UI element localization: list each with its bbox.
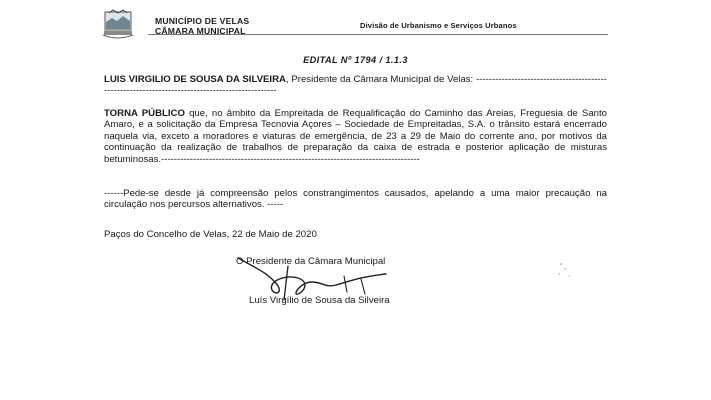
- signatory-name: Luís Virgílio de Sousa da Silveira: [249, 295, 390, 306]
- president-name: LUIS VIRGILIO DE SOUSA DA SILVEIRA: [104, 74, 286, 85]
- council-line: CÂMARA MUNICIPAL: [155, 25, 246, 36]
- notice-text: que, no âmbito da Empreitada de Requalificação do Caminho das Areias, Freguesia de Santo Amaro, e a solicitação da Empresa Tecnovia Açores – Sociedade de Empreitadas, S.A. o trânsito estará encerrado naquela via, exceto a moradores e viaturas de emergência, de 23 a 29 de Maio do corrente ano, por motivos da continuação da realização de trabalhos de preparação da caixa de estrada e posterior aplicação de misturas betuminosas.---------------------------------------------------------------------------------: [104, 108, 607, 165]
- closing-paragraph: ------Pede-se desde já compreensão pelos constrangimentos causados, apelando a uma maior precaução na circulação nos percursos alternativos. -----: [104, 188, 607, 211]
- ink-marks: [555, 260, 575, 280]
- municipality-line: MUNICÍPIO DE VELAS: [155, 16, 250, 26]
- intro-paragraph: [104, 74, 607, 97]
- notice-paragraph: [104, 108, 607, 165]
- municipal-crest-icon: [100, 8, 136, 40]
- intro-text: , Presidente da Câmara Municipal de Velas: -----------------------------------------------------------------------------------------------: [104, 74, 607, 97]
- notice-lead: TORNA PÚBLICO: [104, 108, 185, 119]
- division-name: Divisão de Urbanismo e Serviços Urbanos: [360, 21, 517, 30]
- edital-title: EDITAL Nº 1794 / 1.1.3: [303, 55, 408, 65]
- header-divider: [148, 34, 608, 35]
- date-line: Paços do Concelho de Velas, 22 de Maio de 2020: [104, 229, 317, 240]
- signatory-title: O Presidente da Câmara Municipal: [236, 256, 386, 267]
